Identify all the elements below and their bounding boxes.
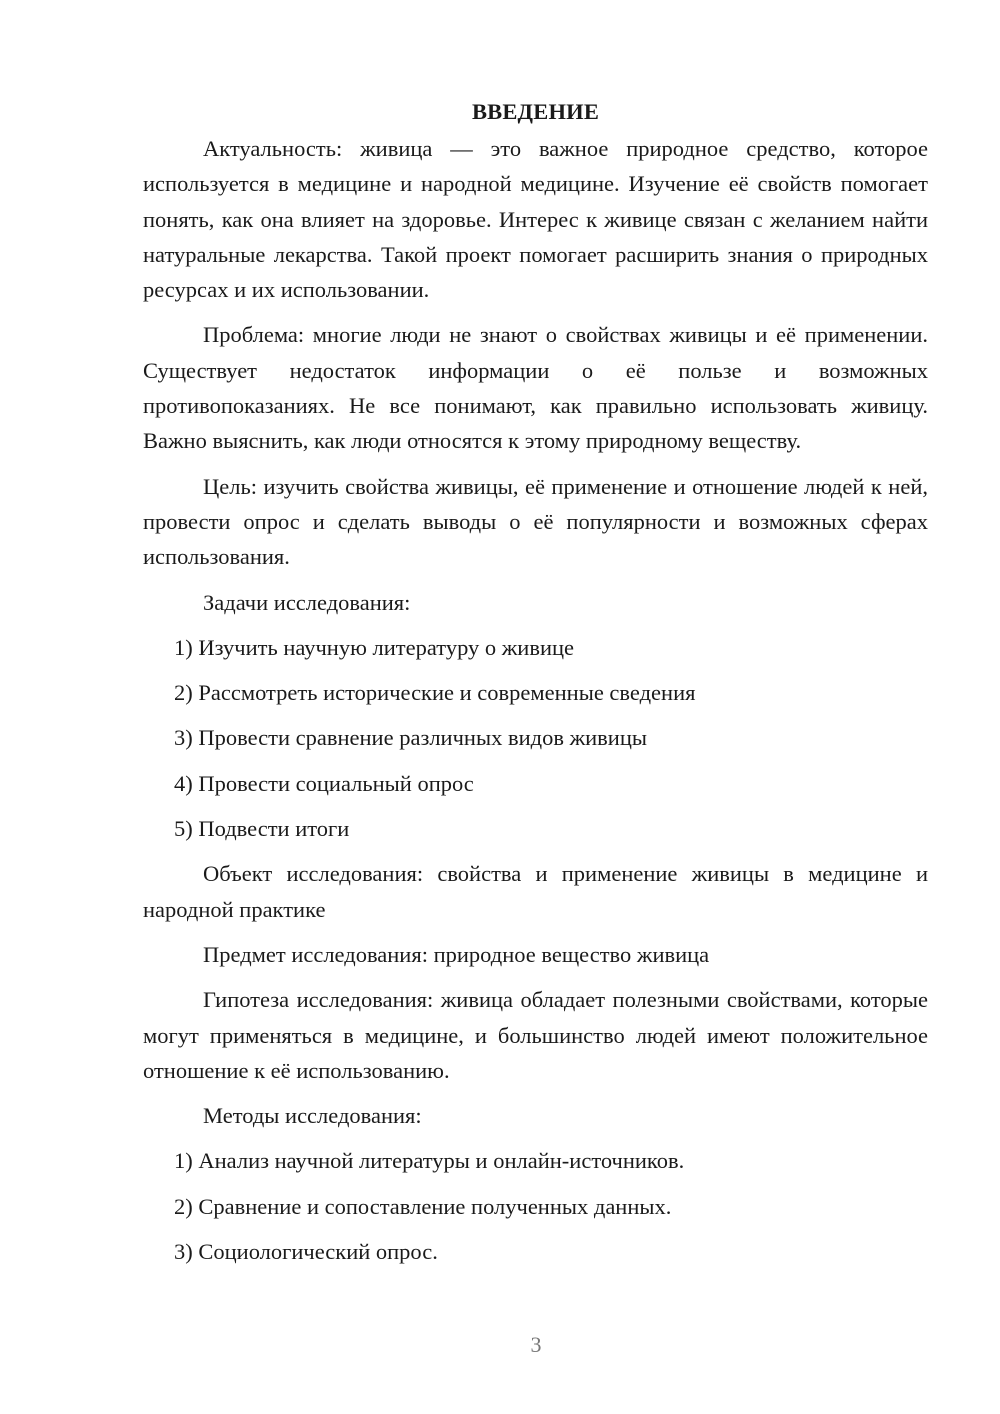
hypothesis-paragraph: Гипотеза исследования: живица обладает полезными свойствами, которые могут применяться в медицине, и большинство людей имеют положительное отношение к её использованию.	[143, 987, 928, 1083]
task-item: 5) Подвести итоги	[174, 816, 350, 842]
methods-heading: Методы исследования:	[203, 1103, 422, 1129]
task-item: 4) Провести социальный опрос	[174, 770, 474, 796]
page-content	[143, 94, 928, 1279]
relevance-paragraph: Актуальность: живица — это важное природное средство, которое используется в медицине и народной медицине. Изучение её свойств помогает понять, как она влияет на здоровье. Интерес к живице связан с желанием найти натуральные лекарства. Такой проект помогает расширить знания о природных ресурсах и их использовании.	[143, 136, 928, 303]
task-item: 3) Провести сравнение различных видов живицы	[174, 725, 647, 751]
tasks-list	[143, 630, 928, 846]
method-item: 1) Анализ научной литературы и онлайн-источников.	[174, 1148, 685, 1174]
methods-list	[143, 1143, 928, 1269]
goal-paragraph: Цель: изучить свойства живицы, её применение и отношение людей к ней, провести опрос и сделать выводы о её популярности и возможных сферах использования.	[143, 473, 928, 570]
tasks-heading: Задачи исследования:	[203, 589, 411, 615]
object-paragraph: Объект исследования: свойства и применение живицы в медицине и народной практике	[143, 861, 928, 922]
method-item: 2) Сравнение и сопоставление полученных данных.	[174, 1193, 672, 1219]
task-item: 1) Изучить научную литературу о живице	[174, 634, 575, 660]
task-item: 2) Рассмотреть исторические и современные сведения	[174, 680, 696, 706]
section-title: ВВЕДЕНИЕ	[471, 99, 600, 124]
page-number: 3	[530, 1332, 542, 1357]
method-item: 3) Социологический опрос.	[174, 1239, 438, 1265]
problem-paragraph: Проблема: многие люди не знают о свойствах живицы и её применении. Существует недостаток информации о её пользе и возможных противопоказаниях. Не все понимают, как правильно использовать живицу. Важно выяснить, как люди относятся к этому природному веществу.	[143, 322, 928, 454]
subject-paragraph: Предмет исследования: природное вещество живица	[203, 941, 710, 967]
